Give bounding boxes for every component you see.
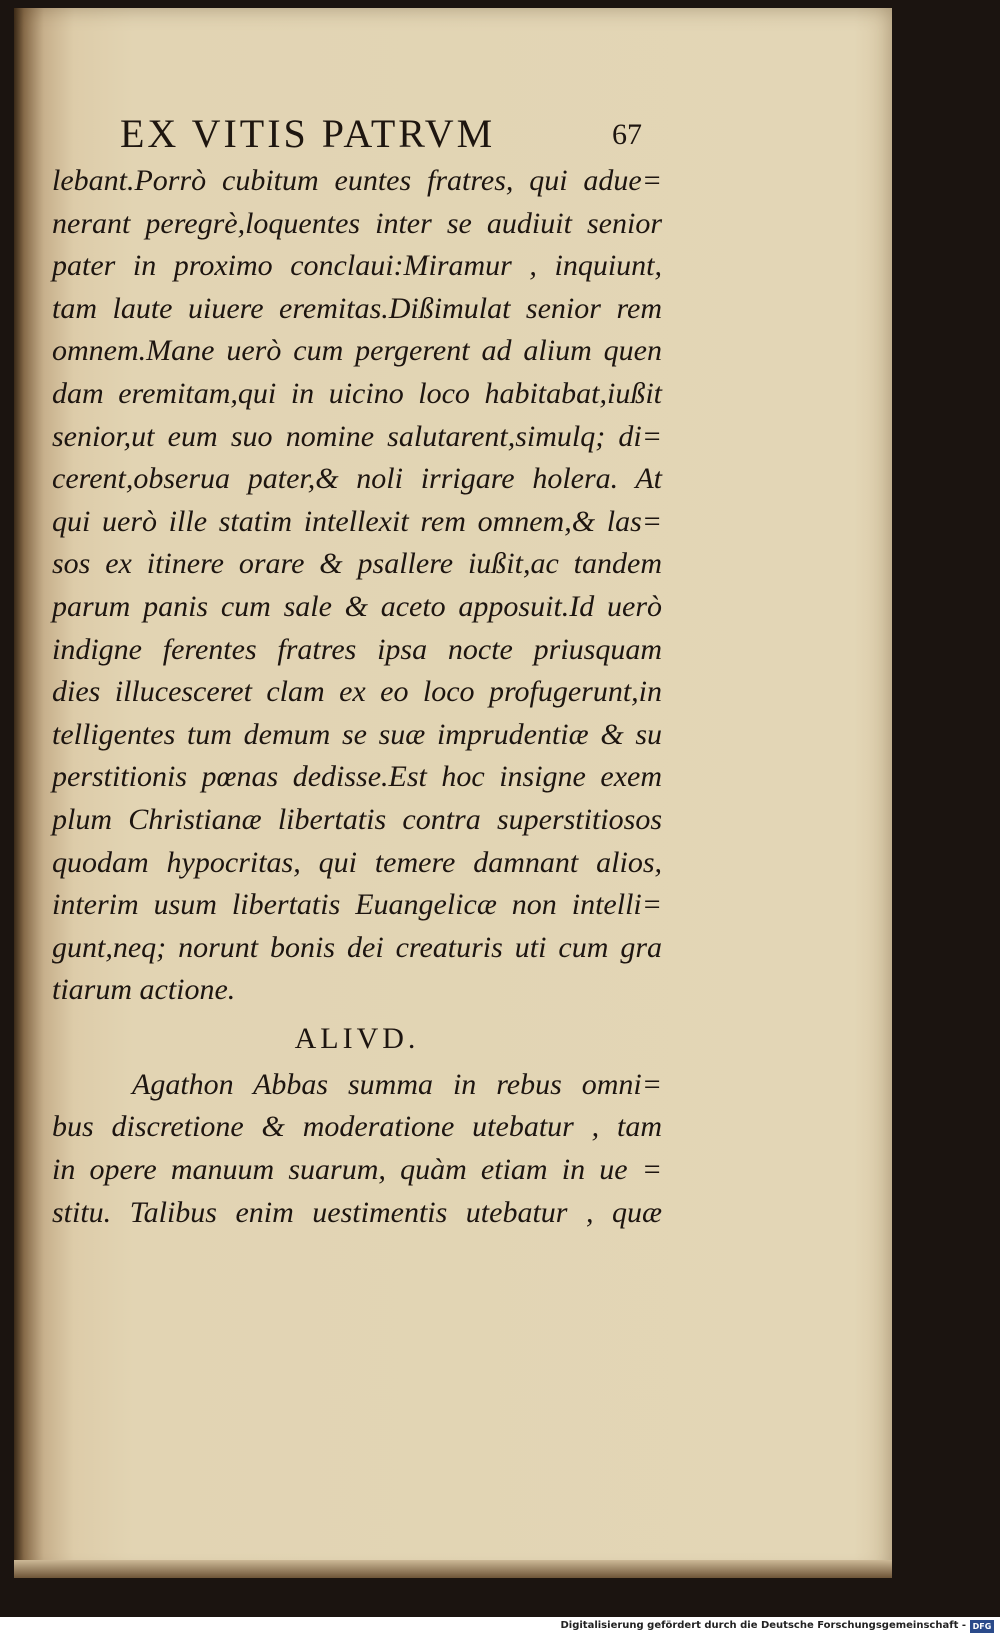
text-line: perstitionis pœnas dedisse.Est hoc insigne exem — [52, 760, 662, 794]
text-line: senior,ut eum suo nomine salutarent,simulq; di= — [52, 419, 662, 453]
text-line: interim usum libertatis Euangelicæ non intelli= — [52, 888, 662, 922]
page-number: 67 — [612, 118, 642, 151]
text-line: telligentes tum demum se suæ imprudentiæ & su — [52, 717, 662, 751]
paragraph-2 — [52, 1064, 662, 1234]
text-line: lebant.Porrò cubitum euntes fratres, qui adue= — [52, 164, 662, 197]
text-line: parum panis cum sale & aceto apposuit.Id uerò — [52, 589, 662, 623]
text-line: qui uerò ille statim intellexit rem omnem,& las= — [52, 504, 662, 538]
text-line: bus discretione & moderatione utebatur , tam — [52, 1110, 662, 1144]
text-line: gunt,neq; norunt bonis dei creaturis uti cum gra — [52, 930, 662, 964]
text-line: tiarum actione. — [52, 973, 236, 1007]
text-line: dam eremitam,qui in uicino loco habitabat,iußit — [52, 376, 662, 410]
text-line: quodam hypocritas, qui temere damnant alios, — [52, 845, 662, 879]
body-text — [52, 160, 662, 1234]
digitization-credit: Digitalisierung gefördert durch die Deutsche Forschungsgemeinschaft - — [560, 1620, 966, 1631]
text-line: in opere manuum suarum, quàm etiam in ue = — [52, 1153, 662, 1187]
text-line: indigne ferentes fratres ipsa nocte priusquam — [52, 632, 662, 666]
text-line: pater in proximo conclaui:Miramur , inquiunt, — [52, 249, 662, 283]
text-line: plum Christianæ libertatis contra superstitiosos — [52, 802, 662, 836]
text-line: sos ex itinere orare & psallere iußit,ac tandem — [52, 547, 662, 581]
text-line: tam laute uiuere eremitas.Dißimulat senior rem — [52, 291, 662, 325]
text-line: dies illucesceret clam ex eo loco profugerunt,in — [52, 675, 662, 709]
dfg-logo: DFG — [970, 1620, 994, 1633]
paragraph-1 — [52, 160, 662, 1012]
section-heading: ALIVD. — [294, 1021, 420, 1055]
text-line: cerent,obserua pater,& noli irrigare holera. At — [52, 462, 662, 496]
text-line: nerant peregrè,loquentes inter se audiuit senior — [52, 206, 662, 240]
page-bottom-edge — [14, 1560, 892, 1578]
text-line: Agathon Abbas summa in rebus omni= — [132, 1067, 662, 1101]
running-head-title: EX VITIS PATRVM — [120, 111, 496, 156]
text-line: omnem.Mane uerò cum pergerent ad alium quen — [52, 334, 662, 368]
text-line: stitu. Talibus enim uestimentis utebatur , quæ — [52, 1195, 662, 1229]
